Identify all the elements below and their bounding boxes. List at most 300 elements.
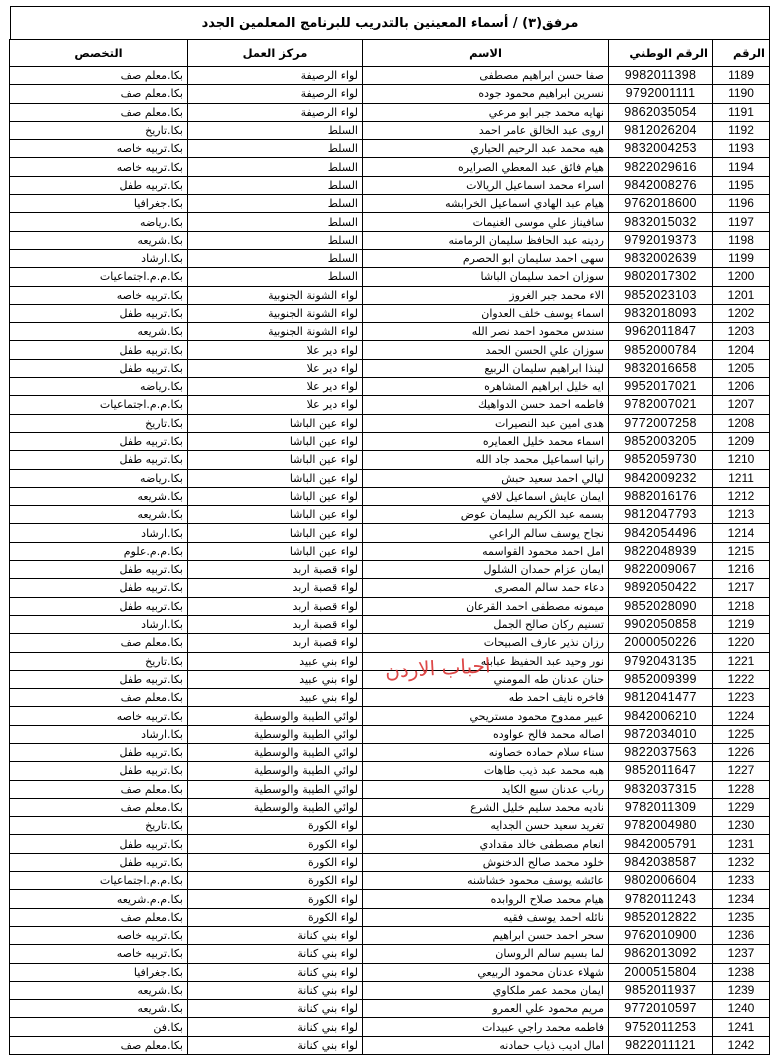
row-number: 1200 xyxy=(713,268,770,286)
table-row xyxy=(10,396,770,414)
specialization-cell: بكا.ارشاد xyxy=(10,725,188,743)
work-center-cell: لواء قصبة اربد xyxy=(188,634,363,652)
work-center-cell: لواء الكورة xyxy=(188,872,363,890)
name-cell: بسمه عبد الكريم سليمان عوض xyxy=(363,506,609,524)
work-center-cell: لواء دير علا xyxy=(188,341,363,359)
table-row xyxy=(10,414,770,432)
work-center-cell: لواء بني كنانة xyxy=(188,963,363,981)
national-id-cell: 9822037563 xyxy=(609,743,713,761)
table-row xyxy=(10,213,770,231)
table-row xyxy=(10,451,770,469)
work-center-cell: لواء دير علا xyxy=(188,378,363,396)
national-id-cell: 9852023103 xyxy=(609,286,713,304)
row-number: 1210 xyxy=(713,451,770,469)
specialization-cell: بكا.تربيه طفل xyxy=(10,341,188,359)
table-row xyxy=(10,231,770,249)
table-row xyxy=(10,945,770,963)
national-id-cell: 9982011398 xyxy=(609,67,713,85)
work-center-cell: لواء قصبة اربد xyxy=(188,579,363,597)
table-row xyxy=(10,121,770,139)
table-row xyxy=(10,798,770,816)
work-center-cell: لواء عين الباشا xyxy=(188,524,363,542)
national-id-cell: 9852012822 xyxy=(609,908,713,926)
national-id-cell: 9812041477 xyxy=(609,689,713,707)
name-cell: هيه محمد عبد الرحيم الحياري xyxy=(363,140,609,158)
row-number: 1214 xyxy=(713,524,770,542)
work-center-cell: لواء قصبة اربد xyxy=(188,615,363,633)
table-row xyxy=(10,615,770,633)
specialization-cell: بكا.شريعه xyxy=(10,231,188,249)
national-id-cell: 9822009067 xyxy=(609,561,713,579)
specialization-cell: بكا.تربيه خاصه xyxy=(10,158,188,176)
work-center-cell: السلط xyxy=(188,213,363,231)
work-center-cell: السلط xyxy=(188,121,363,139)
table-row xyxy=(10,725,770,743)
national-id-cell: 9762010900 xyxy=(609,926,713,944)
specialization-cell: بكا.تربيه طفل xyxy=(10,743,188,761)
row-number: 1189 xyxy=(713,67,770,85)
specialization-cell: بكا.تربيه طفل xyxy=(10,579,188,597)
table-row xyxy=(10,85,770,103)
work-center-cell: لواء الكورة xyxy=(188,908,363,926)
row-number: 1205 xyxy=(713,359,770,377)
name-cell: تغريد سعيد حسن الجدايه xyxy=(363,817,609,835)
specialization-cell: بكا.تاريخ xyxy=(10,652,188,670)
table-row xyxy=(10,890,770,908)
row-number: 1237 xyxy=(713,945,770,963)
national-id-cell: 9842009232 xyxy=(609,469,713,487)
work-center-cell: لواء بني عبيد xyxy=(188,689,363,707)
work-center-cell: السلط xyxy=(188,158,363,176)
table-row xyxy=(10,469,770,487)
row-number: 1240 xyxy=(713,1000,770,1018)
name-cell: الاء محمد جبر الغروز xyxy=(363,286,609,304)
specialization-cell: بكا.تربيه خاصه xyxy=(10,707,188,725)
row-number: 1204 xyxy=(713,341,770,359)
specialization-cell: بكا.رياضه xyxy=(10,378,188,396)
specialization-cell: بكا.تربيه طفل xyxy=(10,176,188,194)
row-number: 1207 xyxy=(713,396,770,414)
specialization-cell: بكا.معلم صف xyxy=(10,689,188,707)
specialization-cell: بكا.معلم صف xyxy=(10,103,188,121)
specialization-cell: بكا.شريعه xyxy=(10,323,188,341)
table-row xyxy=(10,268,770,286)
national-id-cell: 9852009399 xyxy=(609,670,713,688)
name-cell: سندس محمود احمد نصر الله xyxy=(363,323,609,341)
table-row xyxy=(10,670,770,688)
name-cell: مريم محمود علي العمرو xyxy=(363,1000,609,1018)
national-id-cell: 9832016658 xyxy=(609,359,713,377)
name-cell: هيام محمد صلاح الروابده xyxy=(363,890,609,908)
name-cell: هدى امين عبد النصيرات xyxy=(363,414,609,432)
name-cell: امال اديب ذياب حمادنه xyxy=(363,1036,609,1054)
specialization-cell: بكا.معلم صف xyxy=(10,908,188,926)
national-id-cell: 9762018600 xyxy=(609,195,713,213)
row-number: 1206 xyxy=(713,378,770,396)
work-center-cell: لواء الرصيفة xyxy=(188,103,363,121)
table-row xyxy=(10,981,770,999)
name-cell: لينذا ابراهيم سليمان الربيع xyxy=(363,359,609,377)
specialization-cell: بكا.شريعه xyxy=(10,981,188,999)
watermark-text: احباب الاردن xyxy=(384,653,492,683)
header-specialization: التخصص xyxy=(10,40,188,67)
name-cell: سحر احمد حسن ابراهيم xyxy=(363,926,609,944)
table-row xyxy=(10,1000,770,1018)
table-row xyxy=(10,579,770,597)
work-center-cell: لواء الشونة الجنوبية xyxy=(188,304,363,322)
work-center-cell: لواء الكورة xyxy=(188,890,363,908)
table-row xyxy=(10,707,770,725)
row-number: 1194 xyxy=(713,158,770,176)
national-id-cell: 9852003205 xyxy=(609,432,713,450)
national-id-cell: 9832004253 xyxy=(609,140,713,158)
name-cell: عبير ممدوح محمود مستريحي xyxy=(363,707,609,725)
row-number: 1209 xyxy=(713,432,770,450)
table-row xyxy=(10,652,770,670)
work-center-cell: لواء عين الباشا xyxy=(188,542,363,560)
table-row xyxy=(10,835,770,853)
specialization-cell: بكا.تربيه طفل xyxy=(10,561,188,579)
row-number: 1190 xyxy=(713,85,770,103)
row-number: 1211 xyxy=(713,469,770,487)
row-number: 1191 xyxy=(713,103,770,121)
national-id-cell: 9852011937 xyxy=(609,981,713,999)
specialization-cell: بكا.شريعه xyxy=(10,506,188,524)
table-row xyxy=(10,323,770,341)
row-number: 1212 xyxy=(713,487,770,505)
work-center-cell: السلط xyxy=(188,231,363,249)
table-row xyxy=(10,1018,770,1036)
specialization-cell: بكا.م.م.اجتماعيات xyxy=(10,396,188,414)
table-row xyxy=(10,1036,770,1054)
national-id-cell: 9772007258 xyxy=(609,414,713,432)
national-id-cell: 9852028090 xyxy=(609,597,713,615)
table-row xyxy=(10,762,770,780)
national-id-cell: 9842054496 xyxy=(609,524,713,542)
name-cell: ايه خليل ابراهيم المشاهره xyxy=(363,378,609,396)
table-row xyxy=(10,487,770,505)
table-row xyxy=(10,524,770,542)
national-id-cell: 9962011847 xyxy=(609,323,713,341)
name-cell: ردينه عبد الحافظ سليمان الرمامنه xyxy=(363,231,609,249)
name-cell: ميمونه مصطفى احمد القرعان xyxy=(363,597,609,615)
row-number: 1198 xyxy=(713,231,770,249)
row-number: 1235 xyxy=(713,908,770,926)
table-row xyxy=(10,872,770,890)
table-row xyxy=(10,140,770,158)
work-center-cell: لواء بني كنانة xyxy=(188,1036,363,1054)
table-row xyxy=(10,176,770,194)
work-center-cell: لواء الرصيفة xyxy=(188,85,363,103)
national-id-cell: 9782007021 xyxy=(609,396,713,414)
document-title: مرفق(٣) / أسماء المعينين بالتدريب للبرنامج المعلمين الجدد xyxy=(10,6,770,39)
work-center-cell: لوائي الطيبة والوسطية xyxy=(188,707,363,725)
specialization-cell: بكا.معلم صف xyxy=(10,780,188,798)
national-id-cell: 9842008276 xyxy=(609,176,713,194)
table-row xyxy=(10,689,770,707)
specialization-cell: بكا.تربيه خاصه xyxy=(10,286,188,304)
name-cell: هيام عبد الهادي اسماعيل الخرابشه xyxy=(363,195,609,213)
row-number: 1218 xyxy=(713,597,770,615)
name-cell: سوزان علي الحسن الحمد xyxy=(363,341,609,359)
table-row xyxy=(10,926,770,944)
specialization-cell: بكا.معلم صف xyxy=(10,798,188,816)
work-center-cell: لواء الشونة الجنوبية xyxy=(188,286,363,304)
table-row xyxy=(10,853,770,871)
row-number: 1228 xyxy=(713,780,770,798)
table-row xyxy=(10,506,770,524)
work-center-cell: لواء عين الباشا xyxy=(188,487,363,505)
name-cell: اروى عبد الخالق عامر احمد xyxy=(363,121,609,139)
national-id-cell: 9792043135 xyxy=(609,652,713,670)
work-center-cell: لواء الكورة xyxy=(188,817,363,835)
specialization-cell: بكا.رياضه xyxy=(10,213,188,231)
row-number: 1221 xyxy=(713,652,770,670)
name-cell: لما بسيم سالم الروسان xyxy=(363,945,609,963)
name-cell: حنان عدنان طه المومني xyxy=(363,670,609,688)
work-center-cell: لوائي الطيبة والوسطية xyxy=(188,725,363,743)
name-cell: عائشه يوسف محمود خشاشنه xyxy=(363,872,609,890)
work-center-cell: السلط xyxy=(188,176,363,194)
specialization-cell: بكا.م.م.اجتماعيات xyxy=(10,268,188,286)
name-cell: رانيا اسماعيل محمد جاد الله xyxy=(363,451,609,469)
row-number: 1227 xyxy=(713,762,770,780)
specialization-cell: بكا.ارشاد xyxy=(10,524,188,542)
name-cell: خلود محمد صالح الدخنوش xyxy=(363,853,609,871)
row-number: 1232 xyxy=(713,853,770,871)
name-cell: تسنيم ركان صالح الجمل xyxy=(363,615,609,633)
name-cell: ايمان عايش اسماعيل لافي xyxy=(363,487,609,505)
national-id-cell: 9752011253 xyxy=(609,1018,713,1036)
row-number: 1230 xyxy=(713,817,770,835)
table-body xyxy=(10,67,770,1055)
work-center-cell: السلط xyxy=(188,195,363,213)
table-row xyxy=(10,542,770,560)
name-cell: رزان نذير عارف الصبيحات xyxy=(363,634,609,652)
name-cell: سهى احمد سليمان ابو الحصرم xyxy=(363,249,609,267)
row-number: 1193 xyxy=(713,140,770,158)
name-cell: سوزان احمد سليمان الباشا xyxy=(363,268,609,286)
national-id-cell: 9852000784 xyxy=(609,341,713,359)
name-cell: ايمان عزام حمدان الشلول xyxy=(363,561,609,579)
row-number: 1197 xyxy=(713,213,770,231)
specialization-cell: بكا.م.م.شريعه xyxy=(10,890,188,908)
header-work-center: مركز العمل xyxy=(188,40,363,67)
row-number: 1224 xyxy=(713,707,770,725)
work-center-cell: السلط xyxy=(188,249,363,267)
table-row xyxy=(10,743,770,761)
national-id-cell: 9952017021 xyxy=(609,378,713,396)
table-row xyxy=(10,561,770,579)
table-row xyxy=(10,634,770,652)
specialization-cell: بكا.معلم صف xyxy=(10,634,188,652)
name-cell: نجاح يوسف سالم الراعي xyxy=(363,524,609,542)
specialization-cell: بكا.شريعه xyxy=(10,487,188,505)
work-center-cell: لواء الرصيفة xyxy=(188,67,363,85)
row-number: 1217 xyxy=(713,579,770,597)
name-cell: ايمان محمد عمر ملكاوي xyxy=(363,981,609,999)
table-row xyxy=(10,908,770,926)
row-number: 1223 xyxy=(713,689,770,707)
name-cell: انعام مصطفى خالد مقدادي xyxy=(363,835,609,853)
name-cell: فاخره نايف احمد طه xyxy=(363,689,609,707)
work-center-cell: لواء عين الباشا xyxy=(188,414,363,432)
national-id-cell: 9832002639 xyxy=(609,249,713,267)
national-id-cell: 9832037315 xyxy=(609,780,713,798)
name-cell: اسماء يوسف خلف العدوان xyxy=(363,304,609,322)
work-center-cell: لواء بني كنانة xyxy=(188,981,363,999)
row-number: 1234 xyxy=(713,890,770,908)
name-cell: ناديه محمد سليم خليل الشرع xyxy=(363,798,609,816)
national-id-cell: 9842005791 xyxy=(609,835,713,853)
table-row xyxy=(10,341,770,359)
row-number: 1202 xyxy=(713,304,770,322)
row-number: 1215 xyxy=(713,542,770,560)
national-id-cell: 9822048939 xyxy=(609,542,713,560)
specialization-cell: بكا.جغرافيا xyxy=(10,963,188,981)
row-number: 1203 xyxy=(713,323,770,341)
national-id-cell: 9862035054 xyxy=(609,103,713,121)
national-id-cell: 2000050226 xyxy=(609,634,713,652)
specialization-cell: بكا.تربيه طفل xyxy=(10,597,188,615)
name-cell: امل احمد محمود القواسمه xyxy=(363,542,609,560)
table-header-row xyxy=(10,40,770,67)
header-national-id: الرقم الوطني xyxy=(609,40,713,67)
work-center-cell: لواء الكورة xyxy=(188,853,363,871)
national-id-cell: 9782011309 xyxy=(609,798,713,816)
specialization-cell: بكا.جغرافيا xyxy=(10,195,188,213)
name-cell: اصاله محمد فالح عواوده xyxy=(363,725,609,743)
specialization-cell: بكا.شريعه xyxy=(10,1000,188,1018)
national-id-cell: 9792019373 xyxy=(609,231,713,249)
specialization-cell: بكا.تربيه طفل xyxy=(10,304,188,322)
work-center-cell: لواء بني كنانة xyxy=(188,1018,363,1036)
specialization-cell: بكا.تربيه خاصه xyxy=(10,945,188,963)
specialization-cell: بكا.تربيه طفل xyxy=(10,451,188,469)
work-center-cell: لوائي الطيبة والوسطية xyxy=(188,762,363,780)
specialization-cell: بكا.ارشاد xyxy=(10,249,188,267)
national-id-cell: 9812047793 xyxy=(609,506,713,524)
name-cell: رباب عدنان سبع الكايد xyxy=(363,780,609,798)
row-number: 1241 xyxy=(713,1018,770,1036)
specialization-cell: بكا.فن xyxy=(10,1018,188,1036)
table-row xyxy=(10,286,770,304)
national-id-cell: 9822011121 xyxy=(609,1036,713,1054)
row-number: 1231 xyxy=(713,835,770,853)
row-number: 1196 xyxy=(713,195,770,213)
table-row xyxy=(10,359,770,377)
work-center-cell: لوائي الطيبة والوسطية xyxy=(188,780,363,798)
national-id-cell: 9802017302 xyxy=(609,268,713,286)
national-id-cell: 9872034010 xyxy=(609,725,713,743)
table-row xyxy=(10,780,770,798)
national-id-cell: 9782004980 xyxy=(609,817,713,835)
name-cell: نسرين ابراهيم محمود جوده xyxy=(363,85,609,103)
row-number: 1199 xyxy=(713,249,770,267)
work-center-cell: لواء بني كنانة xyxy=(188,926,363,944)
table-row xyxy=(10,378,770,396)
national-id-cell: 9822029616 xyxy=(609,158,713,176)
specialization-cell: بكا.ارشاد xyxy=(10,615,188,633)
row-number: 1201 xyxy=(713,286,770,304)
name-cell: اسراء محمد اسماعيل الريالات xyxy=(363,176,609,194)
specialization-cell: بكا.معلم صف xyxy=(10,85,188,103)
work-center-cell: لواء عين الباشا xyxy=(188,451,363,469)
work-center-cell: لواء بني عبيد xyxy=(188,670,363,688)
name-cell: هبه محمد عبد ذيب طاهات xyxy=(363,762,609,780)
header-num: الرقم xyxy=(713,40,770,67)
row-number: 1220 xyxy=(713,634,770,652)
document-sheet xyxy=(10,6,770,1055)
row-number: 1242 xyxy=(713,1036,770,1054)
specialization-cell: بكا.تربيه طفل xyxy=(10,853,188,871)
work-center-cell: لواء بني كنانة xyxy=(188,945,363,963)
row-number: 1233 xyxy=(713,872,770,890)
work-center-cell: لواء الكورة xyxy=(188,835,363,853)
name-cell: فاطمه محمد راجي عبيدات xyxy=(363,1018,609,1036)
name-cell: سافيناز علي موسى الغنيمات xyxy=(363,213,609,231)
national-id-cell: 9782011243 xyxy=(609,890,713,908)
row-number: 1222 xyxy=(713,670,770,688)
table-row xyxy=(10,304,770,322)
row-number: 1219 xyxy=(713,615,770,633)
row-number: 1236 xyxy=(713,926,770,944)
specialization-cell: بكا.تربيه خاصه xyxy=(10,140,188,158)
specialization-cell: بكا.معلم صف xyxy=(10,1036,188,1054)
row-number: 1208 xyxy=(713,414,770,432)
specialization-cell: بكا.تاريخ xyxy=(10,121,188,139)
table-row xyxy=(10,103,770,121)
specialization-cell: بكا.تربيه طفل xyxy=(10,432,188,450)
national-id-cell: 9852059730 xyxy=(609,451,713,469)
table-row xyxy=(10,195,770,213)
work-center-cell: لواء قصبة اربد xyxy=(188,597,363,615)
national-id-cell: 9892050422 xyxy=(609,579,713,597)
national-id-cell: 9832018093 xyxy=(609,304,713,322)
table-row xyxy=(10,158,770,176)
row-number: 1229 xyxy=(713,798,770,816)
table-row xyxy=(10,67,770,85)
national-id-cell: 9802006604 xyxy=(609,872,713,890)
row-number: 1239 xyxy=(713,981,770,999)
name-cell: نور وحيد عبد الحفيظ عبابنه xyxy=(363,652,609,670)
row-number: 1225 xyxy=(713,725,770,743)
specialization-cell: بكا.م.م.اجتماعيات xyxy=(10,872,188,890)
row-number: 1213 xyxy=(713,506,770,524)
work-center-cell: لواء عين الباشا xyxy=(188,506,363,524)
national-id-cell: 9852011647 xyxy=(609,762,713,780)
national-id-cell: 9902050858 xyxy=(609,615,713,633)
table-row xyxy=(10,963,770,981)
name-cell: سناء سلام حماده خصاونه xyxy=(363,743,609,761)
national-id-cell: 9832015032 xyxy=(609,213,713,231)
name-cell: نهايه محمد جبر ابو مرعي xyxy=(363,103,609,121)
work-center-cell: لواء بني عبيد xyxy=(188,652,363,670)
work-center-cell: لوائي الطيبة والوسطية xyxy=(188,743,363,761)
name-cell: دعاء حمد سالم المصرى xyxy=(363,579,609,597)
national-id-cell: 9842038587 xyxy=(609,853,713,871)
specialization-cell: بكا.تربيه طفل xyxy=(10,835,188,853)
name-cell: هيام فائق عبد المعطي الصرايره xyxy=(363,158,609,176)
work-center-cell: لواء الشونة الجنوبية xyxy=(188,323,363,341)
national-id-cell: 9792001111 xyxy=(609,85,713,103)
specialization-cell: بكا.معلم صف xyxy=(10,67,188,85)
table-row xyxy=(10,249,770,267)
specialization-cell: بكا.تربيه خاصه xyxy=(10,926,188,944)
specialization-cell: بكا.م.م.علوم xyxy=(10,542,188,560)
table-row xyxy=(10,432,770,450)
row-number: 1195 xyxy=(713,176,770,194)
